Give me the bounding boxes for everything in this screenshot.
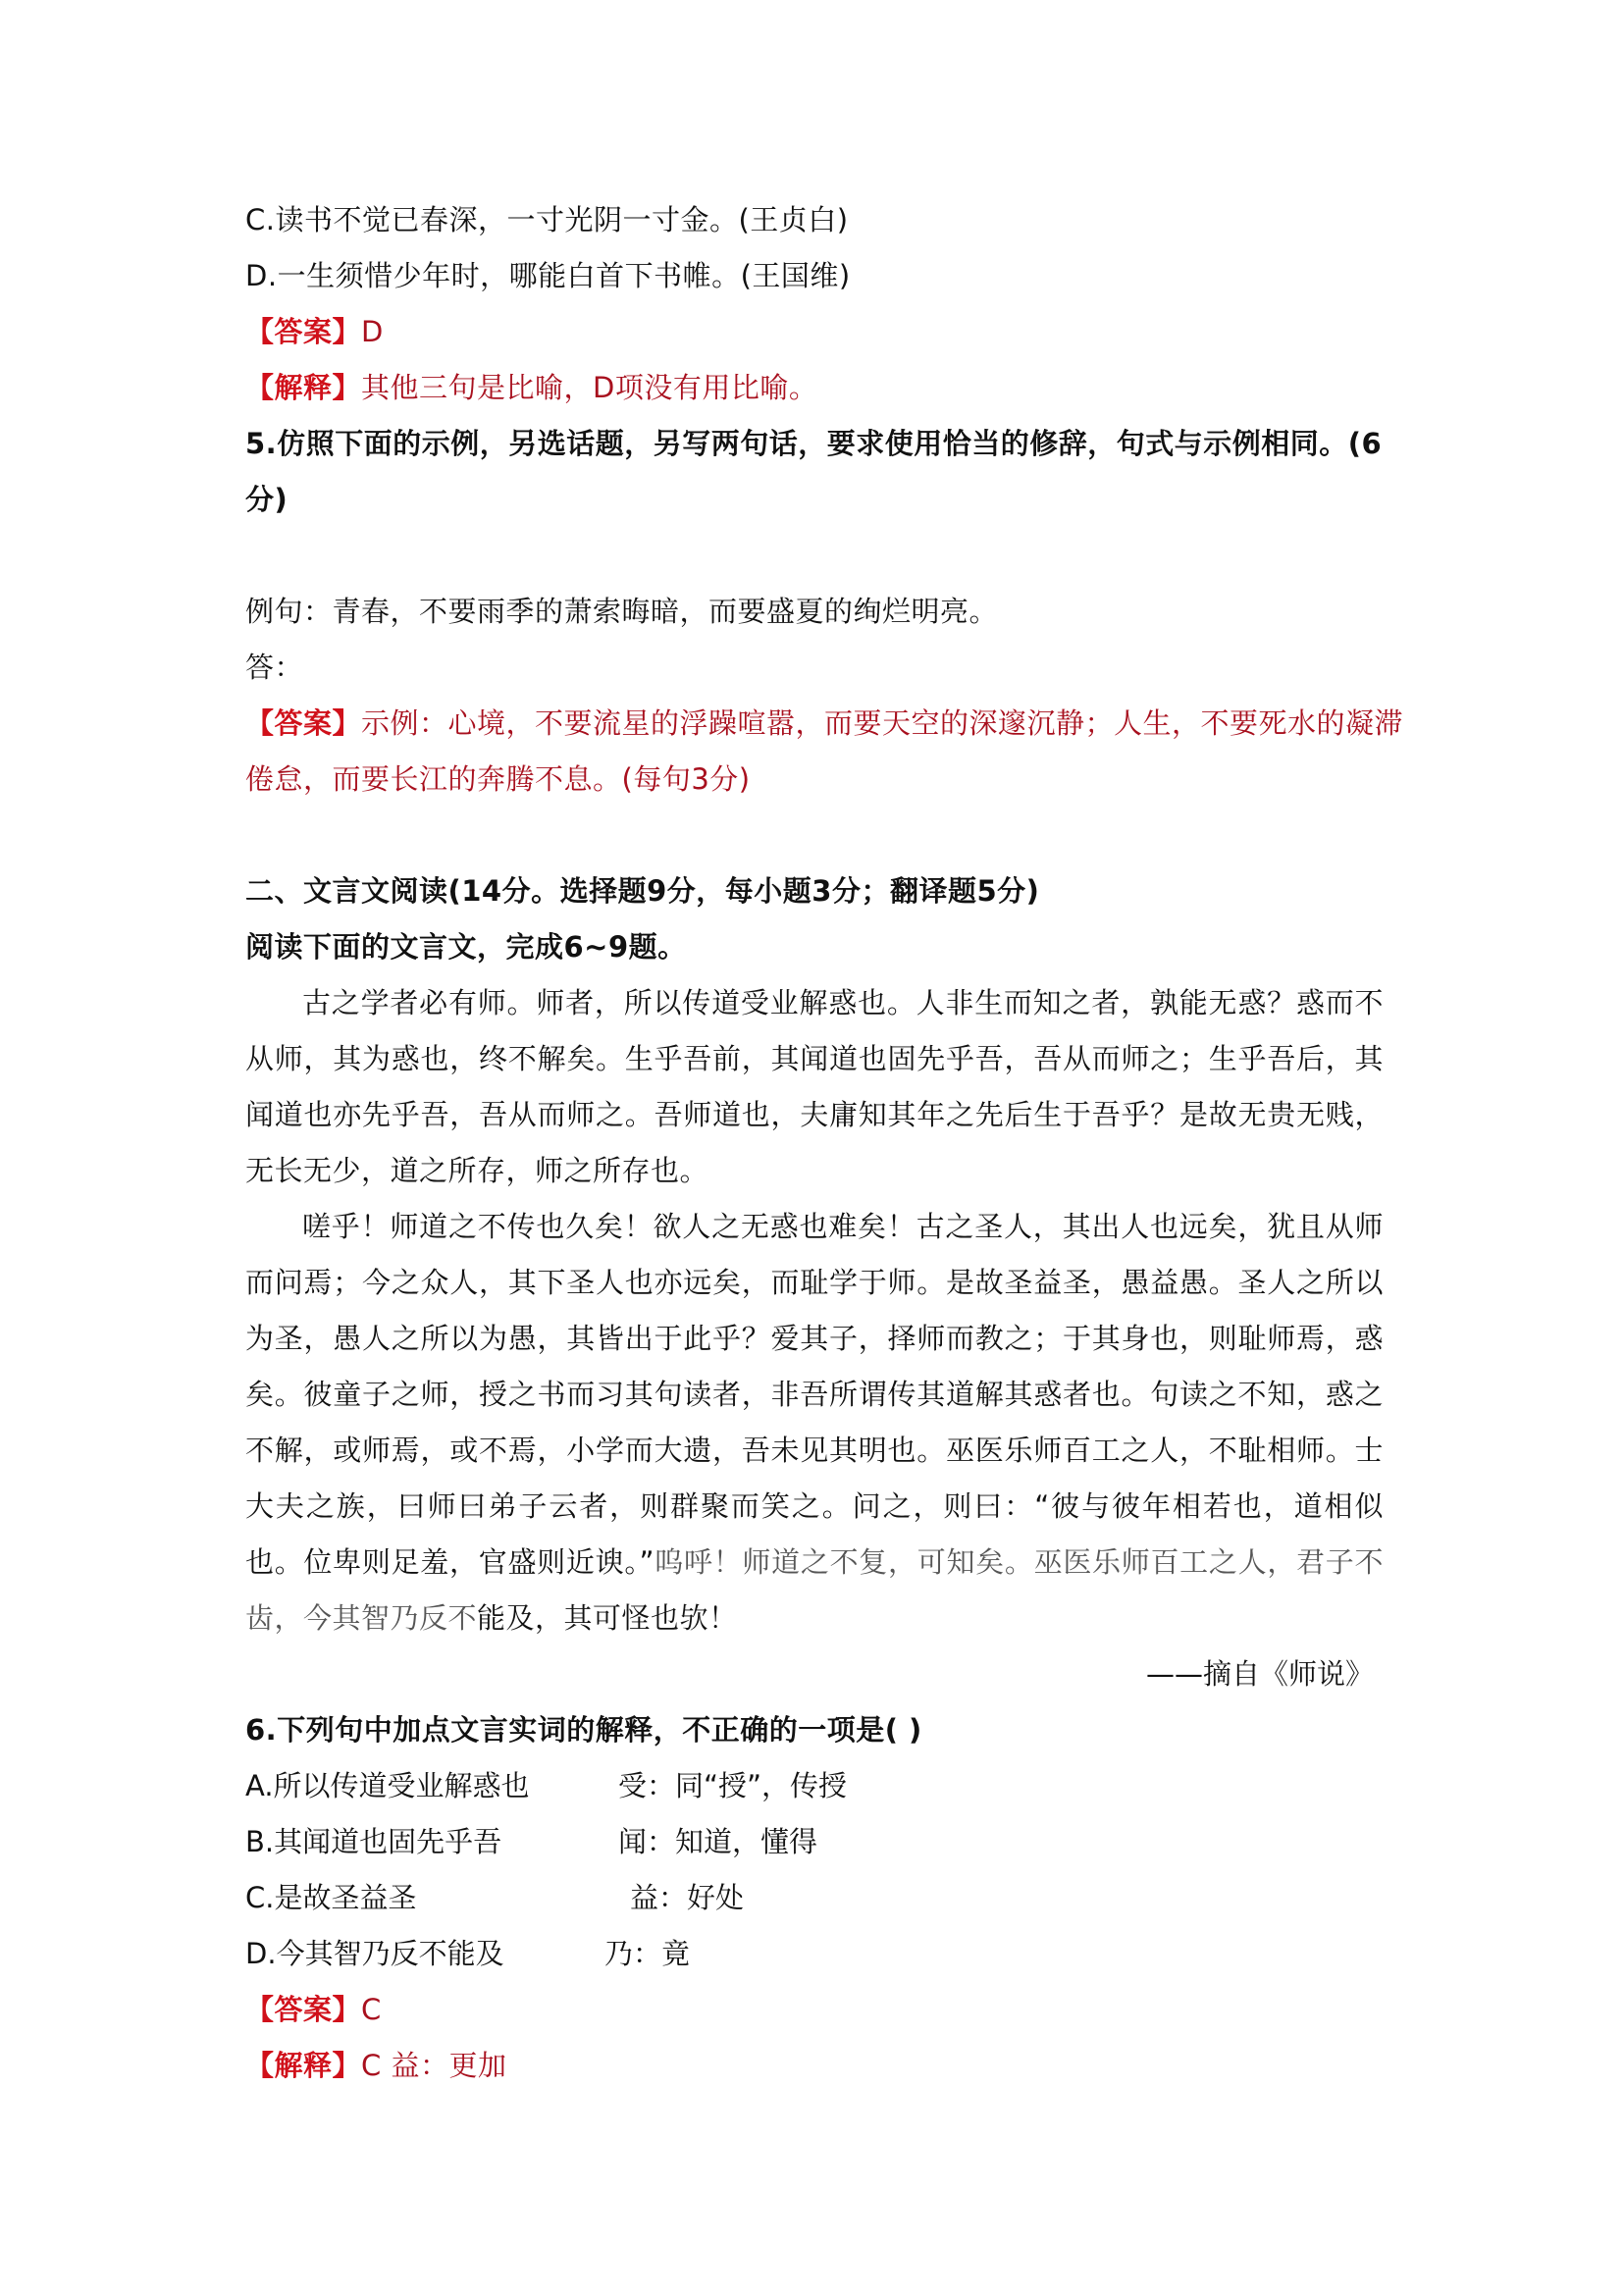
option-letter: D. — [245, 1937, 277, 1970]
option-text: 一生须惜少年时，哪能白首下书帷。(王国维) — [277, 259, 851, 292]
spacer — [245, 808, 1384, 863]
option-letter: A. — [245, 1769, 274, 1802]
q4-option-d — [245, 248, 1384, 304]
q5-answer-line2: 倦怠，而要长江的奔腾不息。(每句3分) — [245, 762, 751, 796]
option-text: 读书不觉已春深，一寸光阴一寸金。(王贞白) — [275, 203, 849, 236]
option-gloss: 受：同“授”，传授 — [618, 1769, 848, 1802]
q4-answer — [245, 304, 1384, 360]
explanation-label: 【解释】 — [245, 2049, 362, 2082]
option-text — [245, 1814, 618, 1870]
passage-paragraph-2 — [245, 1199, 1384, 1646]
q6-explanation — [245, 2038, 1384, 2094]
passage-gray-text: 呜呼！师道之不复，可知矣。巫医乐师百工之人，君子不齿，今其智乃反不 — [245, 1545, 1384, 1635]
q5-title-line2: 分) — [245, 483, 288, 516]
passage-main-text: 嗟乎！师道之不传也久矣！欲人之无惑也难矣！古之圣人，其出人也远矣，犹且从师而问焉；今之众人，其下圣人也亦远矣，而耻学于师。是故圣益圣，愚益愚。圣人之所以为圣，愚人之所以为愚，其皆出于此乎？爱其子，择师而教之；于其身也，则耻师焉，惑矣。彼童子之师，授之书而习其句读者，非吾所谓传其道解其惑者也。句读之不知，惑之不解，或师焉，或不焉，小学而大遗，吾未见其明也。巫医乐师百工之人，不耻相师。士大夫之族，曰师曰弟子云者，则群聚而笑之。问之，则曰：“彼与彼年相若也，道相似也。位卑则足羞，官盛则近谀。” — [245, 1210, 1384, 1579]
q6-option-a — [245, 1758, 1384, 1814]
explanation-label: 【解释】 — [245, 371, 362, 404]
spacer — [245, 528, 1384, 584]
section2-instruction: 阅读下面的文言文，完成6~9题。 — [245, 930, 687, 964]
document-page — [245, 192, 1404, 2094]
section2-heading: 二、文言文阅读(14分。选择题9分，每小题3分；翻译题5分) — [245, 874, 1040, 908]
answer-value: C — [361, 1993, 382, 2026]
option-letter: C. — [245, 1881, 275, 1914]
q4-option-c — [245, 192, 1384, 248]
q4-explanation — [245, 360, 1384, 416]
explanation-text: 其他三句是比喻，D项没有用比喻。 — [361, 371, 818, 404]
option-text — [245, 1926, 618, 1982]
option-sentence: 今其智乃反不能及 — [276, 1937, 504, 1970]
answer-label: 【答案】 — [245, 706, 362, 740]
q6-option-c — [245, 1870, 1384, 1926]
q6-title: 6.下列句中加点文言实词的解释，不正确的一项是( ) — [245, 1713, 922, 1747]
answer-value: D — [361, 315, 384, 348]
q6-answer — [245, 1982, 1384, 2038]
option-sentence: 其闻道也固先乎吾 — [274, 1825, 502, 1858]
q5-example: 例句：青春，不要雨季的萧索晦暗，而要盛夏的绚烂明亮。 — [245, 595, 999, 628]
option-gloss: 益：好处 — [630, 1881, 745, 1914]
option-sentence: 所以传道受业解惑也 — [273, 1769, 530, 1802]
option-text — [245, 1870, 618, 1926]
q5-answer-prompt: 答： — [245, 651, 304, 684]
passage-end-text: 能及，其可怪也欤！ — [477, 1601, 738, 1635]
passage-attribution: ——摘自《师说》 — [1145, 1657, 1374, 1691]
answer-text: 示例：心境，不要流星的浮躁喧嚣，而要天空的深邃沉静；人生，不要死水的凝滞 — [361, 706, 1404, 740]
option-text — [245, 1758, 618, 1814]
q5-title-line1: 5.仿照下面的示例，另选话题，另写两句话，要求使用恰当的修辞，句式与示例相同。(6 — [245, 427, 1383, 460]
passage-paragraph-1: 古之学者必有师。师者，所以传道受业解惑也。人非生而知之者，孰能无惑？惑而不从师，其为惑也，终不解矣。生乎吾前，其闻道也固先乎吾，吾从而师之；生乎吾后，其闻道也亦先乎吾，吾从而师之。吾师道也，夫庸知其年之先后生于吾乎？是故无贵无贱，无长无少，道之所存，师之所存也。 — [245, 986, 1384, 1187]
q6-option-d — [245, 1926, 1384, 1982]
q5-answer-line1 — [245, 696, 1404, 752]
explanation-text: C 益：更加 — [361, 2049, 507, 2082]
option-sentence: 是故圣益圣 — [274, 1881, 417, 1914]
option-gloss: 闻：知道，懂得 — [618, 1825, 818, 1858]
answer-label: 【答案】 — [245, 315, 362, 348]
option-letter: C. — [245, 203, 276, 236]
q6-option-b — [245, 1814, 1384, 1870]
answer-label: 【答案】 — [245, 1993, 362, 2026]
option-gloss: 乃：竟 — [604, 1937, 691, 1970]
option-letter: B. — [245, 1825, 275, 1858]
option-letter: D. — [245, 259, 278, 292]
